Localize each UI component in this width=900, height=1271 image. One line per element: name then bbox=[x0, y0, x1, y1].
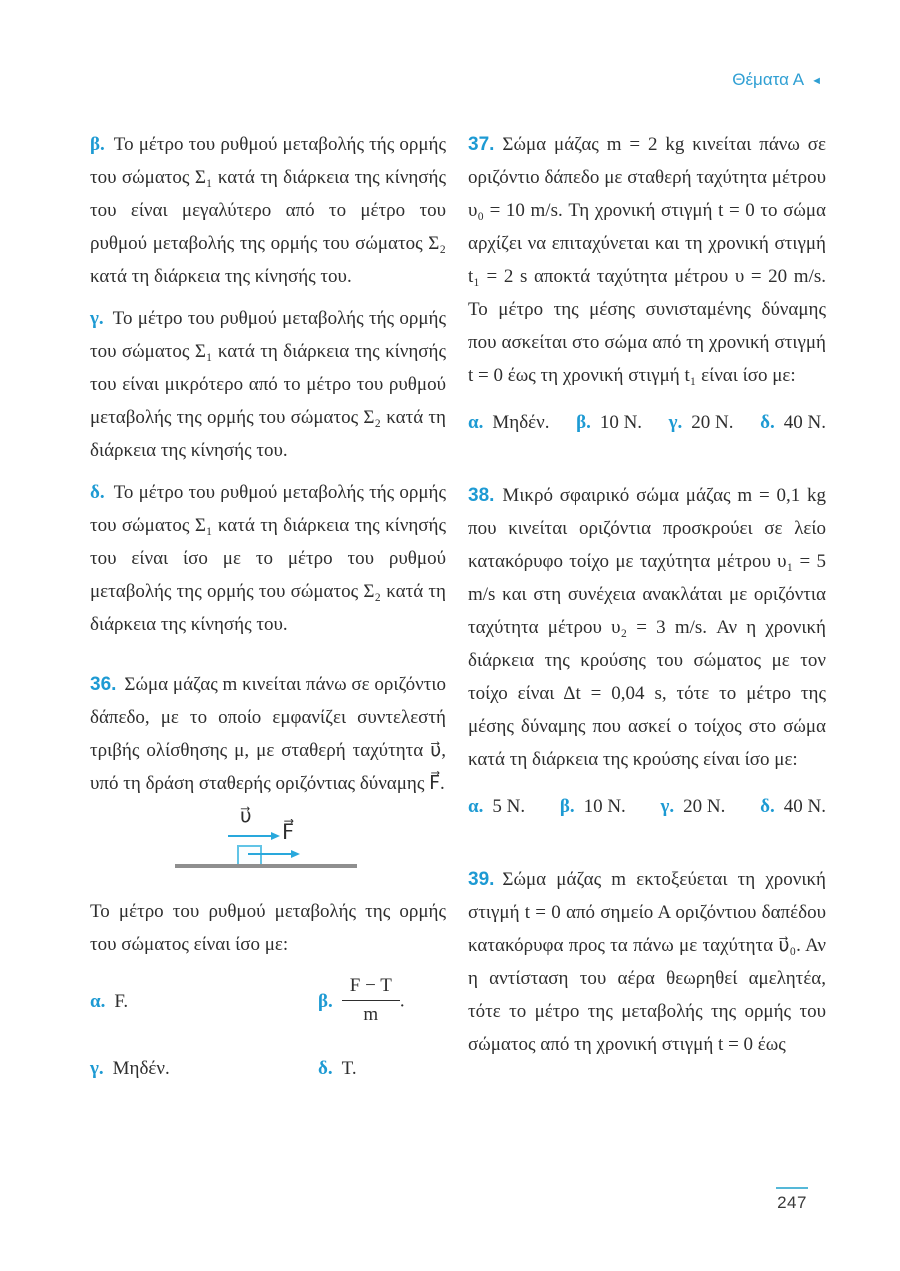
choice-paragraph-delta bbox=[90, 476, 446, 641]
question-39 bbox=[468, 863, 826, 1061]
option-text: F. bbox=[114, 991, 129, 1013]
fraction-denominator: m bbox=[363, 1003, 379, 1025]
option-delta bbox=[760, 406, 826, 439]
header-title: Θέματα Α bbox=[732, 70, 805, 89]
option-text: Μηδέν. bbox=[112, 1057, 170, 1079]
footer-rule bbox=[776, 1187, 808, 1189]
option-text: Μηδέν. bbox=[492, 412, 550, 433]
option-label: δ. bbox=[760, 412, 775, 433]
velocity-arrow bbox=[228, 835, 272, 837]
option-gamma bbox=[661, 790, 726, 823]
two-column-layout bbox=[90, 128, 826, 1080]
option-beta bbox=[560, 790, 626, 823]
choice-text: Το μέτρο του ρυθμού μεταβολής τής ορμής του σώματος Σ₁ κατά τη διάρκεια της κίνησής του είναι μεγαλύτερο από το μέτρο του ρυθμού μεταβολής της ορμής του σώματος Σ₂ κατά τη διάρκεια της κίνησής του. bbox=[90, 134, 446, 287]
option-text: 5 N. bbox=[492, 796, 526, 817]
velocity-label: υ⃗ bbox=[240, 805, 252, 827]
option-alpha bbox=[90, 991, 318, 1013]
option-label: β. bbox=[576, 412, 591, 433]
option-gamma bbox=[669, 406, 734, 439]
option-text: 10 N. bbox=[583, 796, 626, 817]
question-36-followup bbox=[90, 895, 446, 961]
choice-text: Το μέτρο του ρυθμού μεταβολής τής ορμής του σώματος Σ₁ κατά τη διάρκεια της κίνησής του είναι μικρότερο από το μέτρο του ρυθμού μεταβολής της ορμής του σώματος Σ₂ κατά τη διάρκεια της κίνησής του. bbox=[90, 308, 446, 461]
option-delta bbox=[318, 1058, 446, 1080]
arrowhead-icon bbox=[271, 832, 280, 840]
option-label: α. bbox=[468, 796, 484, 817]
force-label: F⃗ bbox=[282, 820, 295, 844]
right-column bbox=[468, 128, 826, 1080]
question-36 bbox=[90, 668, 446, 800]
question-38 bbox=[468, 479, 826, 776]
arrowhead-icon bbox=[291, 850, 300, 858]
question-text: Σώμα μάζας m εκτοξεύεται τη χρονική στιγμή t = 0 από σημείο Α οριζόντιου δαπέδου κατακόρυφα προς τα πάνω με ταχύτητα υ⃗₀. Αν η αντίσταση του αέρα θεωρηθεί αμελητέα, τότε το μέτρο της μεταβολής της ορμής του σώματος από τη χρονική στιγμή t = 0 έως bbox=[468, 869, 826, 1055]
option-label: δ. bbox=[760, 796, 775, 817]
option-text: 10 N. bbox=[599, 412, 643, 433]
choice-paragraph-beta bbox=[90, 128, 446, 293]
option-alpha bbox=[468, 406, 549, 439]
option-label: γ. bbox=[668, 412, 683, 433]
option-label: γ. bbox=[90, 1057, 104, 1079]
option-label: γ. bbox=[660, 796, 675, 817]
question-37 bbox=[468, 128, 826, 392]
question-number: 38. bbox=[468, 485, 495, 506]
option-label: α. bbox=[90, 991, 106, 1013]
option-text: T. bbox=[341, 1057, 357, 1079]
fraction bbox=[342, 975, 400, 1026]
option-beta bbox=[318, 977, 446, 1028]
option-text: 20 N. bbox=[683, 796, 726, 817]
question-37-options bbox=[468, 406, 826, 439]
question-number: 36. bbox=[90, 674, 117, 695]
choice-label: β. bbox=[90, 134, 105, 155]
choice-label: δ. bbox=[90, 482, 105, 503]
question-38-options bbox=[468, 790, 826, 823]
option-alpha bbox=[468, 790, 525, 823]
option-label: β. bbox=[318, 990, 333, 1012]
question-number: 39. bbox=[468, 869, 495, 890]
option-label: α. bbox=[468, 412, 484, 433]
option-gamma bbox=[90, 1058, 318, 1080]
option-label: β. bbox=[559, 796, 575, 817]
back-arrow-icon: ◄ bbox=[811, 74, 822, 87]
followup-text: Το μέτρο του ρυθμού μεταβολής της ορμής του σώματος είναι ίσο με: bbox=[90, 901, 446, 955]
fraction-suffix: . bbox=[399, 990, 405, 1012]
choice-label: γ. bbox=[90, 308, 104, 329]
ground-line bbox=[175, 864, 357, 868]
question-text: Σώμα μάζας m κινείται πάνω σε οριζόντιο δάπεδο, με το οποίο εμφανίζει συντελεστή τριβής ολίσθησης μ, με σταθερή ταχύτητα υ⃗, υπό τη δράση σταθερής οριζόντιας δύναμης F⃗. bbox=[90, 674, 446, 794]
force-diagram bbox=[90, 802, 446, 882]
question-text: Σώμα μάζας m = 2 kg κινείται πάνω σε οριζόντιο δάπεδο με σταθερή ταχύτητα μέτρου υ₀ = 10 m/s. Τη χρονική στιγμή t = 0 το σώμα αρχίζει να επιταχύνεται και τη χρονική στιγμή t₁ = 2 s αποκτά ταχύτητα μέτρου υ = 20 m/s. Το μέτρο της μέσης συνισταμένης δύναμης που ασκείται στο σώμα από τη χρονική στιγμή t = 0 έως τη χρονική στιγμή t₁ είναι ίσο με: bbox=[468, 134, 826, 386]
choice-paragraph-gamma bbox=[90, 302, 446, 467]
page-header bbox=[732, 70, 822, 90]
option-text: 40 N. bbox=[783, 412, 826, 433]
force-arrow bbox=[248, 853, 292, 855]
page-footer bbox=[776, 1187, 808, 1213]
left-column bbox=[90, 128, 446, 1080]
question-text: Μικρό σφαιρικό σώμα μάζας m = 0,1 kg που κινείται οριζόντια προσκρούει σε λείο κατακόρυφο τοίχο με ταχύτητα μέτρου υ₁ = 5 m/s και στη συνέχεια ανακλάται με οριζόντια ταχύτητα μέτρου υ₂ = 3 m/s. Αν η χρονική διάρκεια της κρούσης του σώματος με τον τοίχο είναι Δt = 0,04 s, τότε το μέτρο της μέσης δύναμης που ασκεί ο τοίχος στο σώμα κατά τη διάρκεια της κρούσης είναι ίσο με: bbox=[468, 485, 826, 770]
page-number: 247 bbox=[777, 1193, 807, 1212]
choice-text: Το μέτρο του ρυθμού μεταβολής τής ορμής του σώματος Σ₁ κατά τη διάρκεια της κίνησής του είναι ίσο με το μέτρο του ρυθμού μεταβολής της ορμής του σώματος Σ₂ κατά τη διάρκεια της κίνησής του. bbox=[90, 482, 446, 635]
option-beta bbox=[576, 406, 642, 439]
option-text: 40 N. bbox=[783, 796, 826, 817]
fraction-numerator: F − T bbox=[342, 975, 400, 1001]
option-text: 20 N. bbox=[691, 412, 734, 433]
option-delta bbox=[760, 790, 826, 823]
body-block bbox=[237, 845, 262, 866]
question-36-options bbox=[90, 977, 446, 1080]
option-label: δ. bbox=[318, 1057, 333, 1079]
question-number: 37. bbox=[468, 134, 495, 155]
